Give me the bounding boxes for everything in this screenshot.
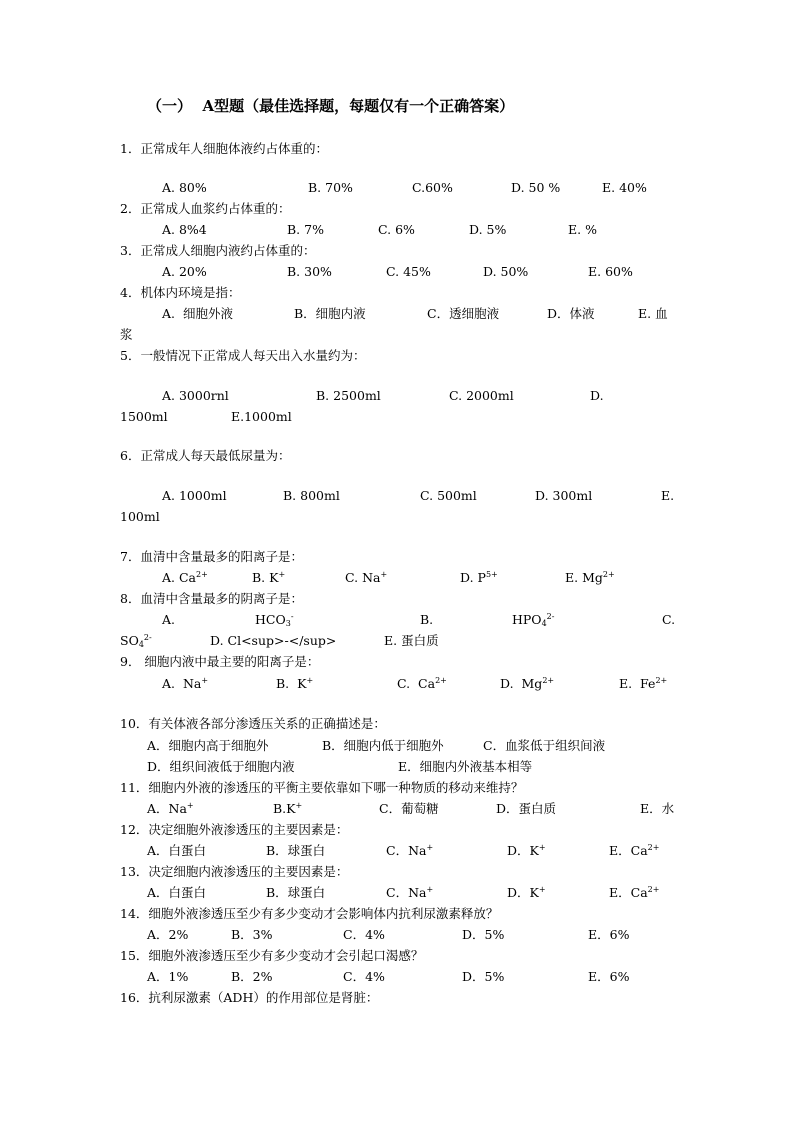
q3-option-e: E. 60% (588, 264, 633, 279)
q2-option-c: C. 6% (378, 222, 415, 237)
q6-option-e: E. (661, 488, 675, 503)
q1-option-d: D. 50 % (511, 180, 561, 195)
q8-option-a-label: A. (162, 612, 176, 627)
q14-option-d: D．5% (462, 927, 505, 942)
q7-option-d: D. $P^{5+}$ (460, 570, 498, 585)
q2-option-e: E. % (568, 222, 597, 237)
q13-option-d: D．K+ (507, 885, 546, 900)
q10-option-e: E．细胞内外液基本相等 (398, 759, 533, 774)
question-5-stem: 5．一般情况下正常成人每天出入水量约为： (120, 348, 366, 363)
q5-option-e: E.1000ml (231, 409, 292, 424)
q4-option-b: B．细胞内液 (294, 306, 366, 321)
question-16-stem: 16．抗利尿激素（ADH）的作用部位是肾脏： (120, 990, 379, 1005)
q1-option-c: C.60% (412, 180, 453, 195)
q12-option-a: A．白蛋白 (147, 843, 207, 858)
q9-option-a: A. Na+ (162, 676, 209, 691)
q15-option-d: D．5% (462, 969, 505, 984)
q2-option-d: D. 5% (469, 222, 507, 237)
q10-option-c: C．血浆低于组织间液 (483, 738, 606, 753)
q5-option-b: B. 2500ml (316, 388, 381, 403)
question-7-stem: 7．血清中含量最多的阳离子是： (120, 549, 303, 564)
question-6-stem: 6．正常成人每天最低尿量为： (120, 448, 291, 463)
q5-option-c: C. 2000ml (449, 388, 514, 403)
q8-option-c-label: C. (662, 612, 676, 627)
q9-option-b: B. K+ (276, 676, 314, 691)
q7-option-a: A. $Ca^{2+}$ (162, 570, 208, 585)
q3-option-c: C. 45% (386, 264, 431, 279)
q12-option-b: B．球蛋白 (266, 843, 326, 858)
q10-option-d: D．组织间液低于细胞内液 (147, 759, 295, 774)
q6-option-a: A. 1000ml (162, 488, 227, 503)
q11-option-e: E．水 (640, 801, 675, 816)
q15-option-b: B．2% (231, 969, 273, 984)
question-3-stem: 3．正常成人细胞内液约占体重的： (120, 243, 316, 258)
question-2-stem: 2．正常成人血浆约占体重的： (120, 201, 291, 216)
q4-option-a: A. 细胞外液 (162, 306, 233, 321)
q3-option-b: B. 30% (287, 264, 332, 279)
question-9-stem: 9． 细胞内液中最主要的阳离子是： (120, 654, 320, 669)
q9-option-e: E. $Fe^{2+}$ (619, 676, 668, 691)
q6-option-e-value: 100ml (120, 509, 160, 524)
q14-option-c: C．4% (343, 927, 385, 942)
question-4-stem: 4．机体内环境是指： (120, 285, 241, 300)
q15-option-e: E．6% (588, 969, 630, 984)
question-13-stem: 13．决定细胞内液渗透压的主要因素是： (120, 864, 349, 879)
q5-option-d: D. (590, 388, 604, 403)
q4-option-e: E. 血 (638, 306, 668, 321)
q10-option-a: A．细胞内高于细胞外 (147, 738, 269, 753)
q12-option-c: C．Na+ (386, 843, 434, 858)
q14-option-a: A．2% (147, 927, 189, 942)
q15-option-a: A．1% (147, 969, 189, 984)
q9-option-d: D. $Mg^{2+}$ (500, 676, 555, 691)
q7-option-c: C. Na+ (345, 570, 388, 585)
section-title: （一） A型题（最佳选择题，每题仅有一个正确答案） (147, 97, 515, 115)
question-11-stem: 11．细胞内外液的渗透压的平衡主要依靠如下哪一种物质的移动来维持？ (120, 780, 524, 795)
q10-option-b: B．细胞内低于细胞外 (322, 738, 444, 753)
q13-option-a: A．白蛋白 (147, 885, 207, 900)
q13-option-c: C．Na+ (386, 885, 434, 900)
q2-option-a: A. 8%4 (162, 222, 207, 237)
question-12-stem: 12．决定细胞外液渗透压的主要因素是： (120, 822, 349, 837)
question-14-stem: 14．细胞外液渗透压至少有多少变动才会影响体内抗利尿激素释放？ (120, 906, 499, 921)
q8-option-e: E. 蛋白质 (384, 633, 439, 648)
q5-option-d-value: 1500ml (120, 409, 168, 424)
q4-option-e-wrap: 浆 (120, 327, 133, 342)
q14-option-e: E．6% (588, 927, 630, 942)
q7-option-e: E. $Mg^{2+}$ (565, 570, 615, 585)
question-1-stem: 1．正常成年人细胞体液约占体重的： (120, 141, 328, 156)
q12-option-d: D．K+ (507, 843, 546, 858)
q6-option-d: D. 300ml (535, 488, 593, 503)
q11-option-b: B.K+ (273, 801, 303, 816)
q4-option-c: C．透细胞液 (427, 306, 500, 321)
q8-option-c-value: $SO_4^{2-}$ (120, 633, 152, 649)
q8-option-b-label: B. (420, 612, 434, 627)
q1-option-b: B. 70% (308, 180, 353, 195)
q8-option-d: D. Cl<sup>-</sup> (210, 633, 337, 648)
q6-option-c: C. 500ml (420, 488, 477, 503)
q8-option-a-value: $HCO_3^-$ (255, 612, 294, 628)
question-8-stem: 8．血清中含量最多的阴离子是： (120, 591, 303, 606)
question-15-stem: 15．细胞外液渗透压至少有多少变动才会引起口渴感？ (120, 948, 424, 963)
q14-option-b: B．3% (231, 927, 273, 942)
q9-option-c: C. $Ca^{2+}$ (397, 676, 447, 691)
q11-option-c: C．葡萄糖 (379, 801, 439, 816)
question-10-stem: 10．有关体液各部分渗透压关系的正确描述是： (120, 716, 386, 731)
q15-option-c: C．4% (343, 969, 385, 984)
q3-option-a: A. 20% (162, 264, 207, 279)
q8-option-b-value: $HPO_4^{2-}$ (512, 612, 555, 628)
q11-option-d: D．蛋白质 (496, 801, 557, 816)
q1-option-a: A. 80% (162, 180, 207, 195)
q2-option-b: B. 7% (287, 222, 324, 237)
q3-option-d: D. 50% (483, 264, 529, 279)
q4-option-d: D．体液 (547, 306, 595, 321)
q12-option-e: E．$Ca^{2+}$ (609, 843, 660, 858)
q1-option-e: E. 40% (602, 180, 647, 195)
q6-option-b: B. 800ml (283, 488, 340, 503)
q13-option-b: B．球蛋白 (266, 885, 326, 900)
q7-option-b: B. K+ (252, 570, 286, 585)
q13-option-e: E．$Ca^{2+}$ (609, 885, 660, 900)
q5-option-a: A. 3000rnl (162, 388, 229, 403)
q11-option-a: A．Na+ (147, 801, 194, 816)
